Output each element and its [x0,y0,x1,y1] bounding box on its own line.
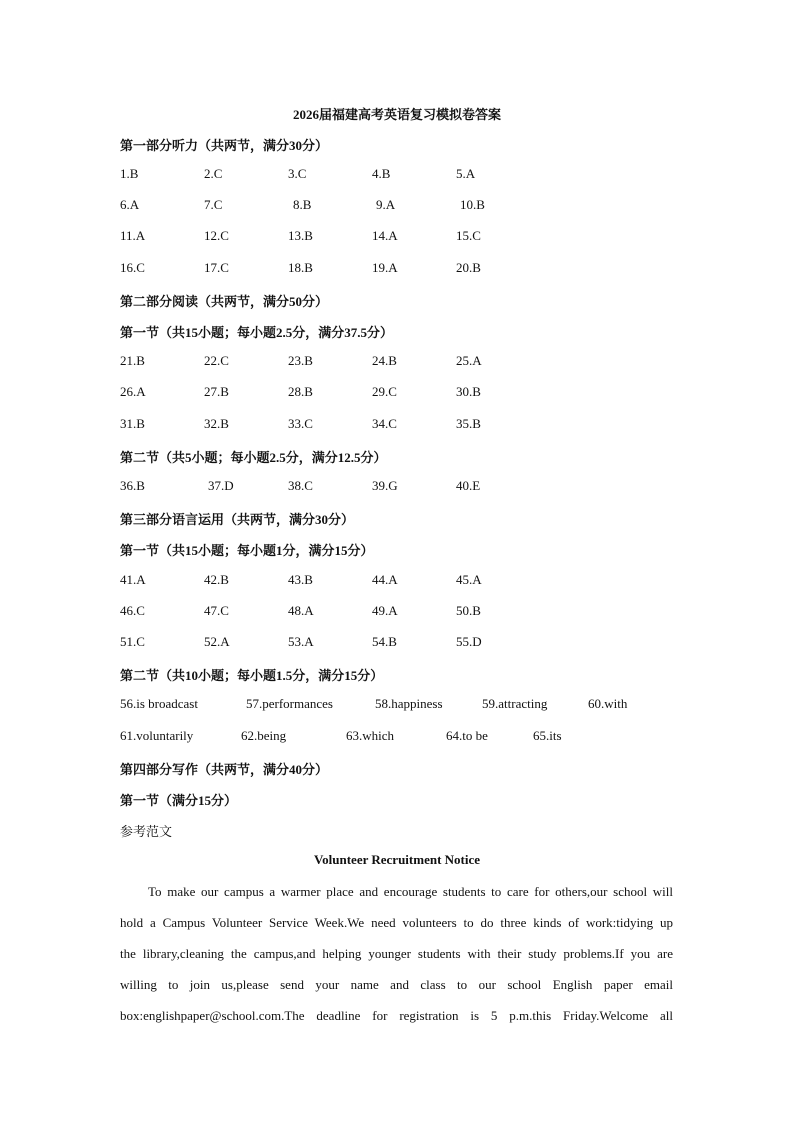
answer-cell: 13.B [288,228,313,243]
essay-line: To make our campus a warmer place and encourage students to care for others,our school will [148,884,673,899]
answer-cell: 60.with [588,696,628,711]
answer-row [0,572,794,590]
answer-cell: 19.A [372,260,398,275]
answer-cell: 32.B [204,416,229,431]
answer-cell: 49.A [372,603,398,618]
essay-line: willing to join us,please send your name and class to our school English paper email [120,977,673,992]
answer-cell: 4.B [372,166,391,181]
answer-cell: 51.C [120,634,145,649]
answer-cell: 58.happiness [375,696,443,711]
essay-title: Volunteer Recruitment Notice [313,852,481,867]
answer-cell: 47.C [204,603,229,618]
answer-row [0,384,794,402]
answer-cell: 48.A [288,603,314,618]
answer-cell: 16.C [120,260,145,275]
answer-cell: 50.B [456,603,481,618]
answer-row [0,478,794,496]
answer-cell: 28.B [288,384,313,399]
answer-cell: 20.B [456,260,481,275]
answer-row [0,166,794,184]
answer-cell: 54.B [372,634,397,649]
answer-cell: 62.being [241,728,287,743]
essay-line: the library,cleaning the campus,and helping younger students with their study problems.If you are [120,946,673,961]
answer-row [0,416,794,434]
answer-row [0,197,794,215]
part2-section2-heading: 第二节（共5小题；每小题2.5分，满分12.5分） [120,450,387,465]
answer-cell: 7.C [204,197,223,212]
answer-cell: 26.A [120,384,146,399]
answer-row [0,696,794,714]
answer-cell: 59.attracting [482,696,548,711]
answer-cell: 17.C [204,260,229,275]
answer-cell: 44.A [372,572,398,587]
part1-heading: 第一部分听力（共两节，满分30分） [120,138,329,153]
answer-cell: 65.its [533,728,562,743]
answer-cell: 6.A [120,197,140,212]
answer-cell: 53.A [288,634,314,649]
answer-cell: 61.voluntarily [120,728,194,743]
answer-cell: 30.B [456,384,481,399]
part3-section2-heading: 第二节（共10小题；每小题1.5分，满分15分） [120,668,384,683]
answer-cell: 25.A [456,353,482,368]
answer-cell: 64.to be [446,728,488,743]
answer-row [0,728,794,746]
answer-row [0,228,794,246]
answer-cell: 21.B [120,353,145,368]
answer-cell: 33.C [288,416,313,431]
part2-heading: 第二部分阅读（共两节，满分50分） [120,294,329,309]
part3-heading: 第三部分语言运用（共两节，满分30分） [120,512,355,527]
answer-cell: 10.B [460,197,485,212]
answer-cell: 18.B [288,260,313,275]
part4-heading: 第四部分写作（共两节，满分40分） [120,762,329,777]
answer-cell: 3.C [288,166,307,181]
answer-cell: 11.A [120,228,146,243]
answer-cell: 63.which [346,728,395,743]
answer-cell: 27.B [204,384,229,399]
part4-section1-heading: 第一节（满分15分） [120,793,238,808]
answer-row [0,634,794,652]
answer-cell: 14.A [372,228,398,243]
answer-cell: 40.E [456,478,481,493]
answer-cell: 34.C [372,416,397,431]
answer-cell: 9.A [376,197,396,212]
answer-cell: 5.A [456,166,476,181]
answer-cell: 46.C [120,603,145,618]
answer-cell: 1.B [120,166,139,181]
answer-cell: 36.B [120,478,145,493]
essay-line: hold a Campus Volunteer Service Week.We need volunteers to do three kinds of work:tidying up [120,915,673,930]
part2-section1-heading: 第一节（共15小题；每小题2.5分，满分37.5分） [120,325,394,340]
answer-cell: 8.B [293,197,312,212]
answer-row [0,353,794,371]
answer-cell: 15.C [456,228,481,243]
answer-cell: 2.C [204,166,223,181]
answer-cell: 29.C [372,384,397,399]
answer-cell: 52.A [204,634,230,649]
part3-section1-heading: 第一节（共15小题；每小题1分，满分15分） [120,543,374,558]
answer-cell: 23.B [288,353,313,368]
page-title: 2026届福建高考英语复习模拟卷答案 [292,107,501,122]
answer-cell: 22.C [204,353,229,368]
answer-cell: 37.D [208,478,234,493]
essay-line: box:englishpaper@school.com.The deadline for registration is 5 p.m.this Friday.Welcome all [120,1008,673,1023]
answer-cell: 57.performances [246,696,333,711]
answer-cell: 12.C [204,228,229,243]
answer-cell: 45.A [456,572,482,587]
answer-cell: 24.B [372,353,397,368]
answer-cell: 35.B [456,416,481,431]
answer-cell: 43.B [288,572,313,587]
answer-cell: 38.C [288,478,313,493]
sample-essay-label: 参考范文 [120,824,173,839]
answer-cell: 55.D [456,634,482,649]
answer-row [0,260,794,278]
answer-cell: 39.G [372,478,398,493]
answer-cell: 41.A [120,572,146,587]
answer-cell: 42.B [204,572,229,587]
answer-row [0,603,794,621]
answer-cell: 56.is broadcast [120,696,198,711]
answer-cell: 31.B [120,416,145,431]
